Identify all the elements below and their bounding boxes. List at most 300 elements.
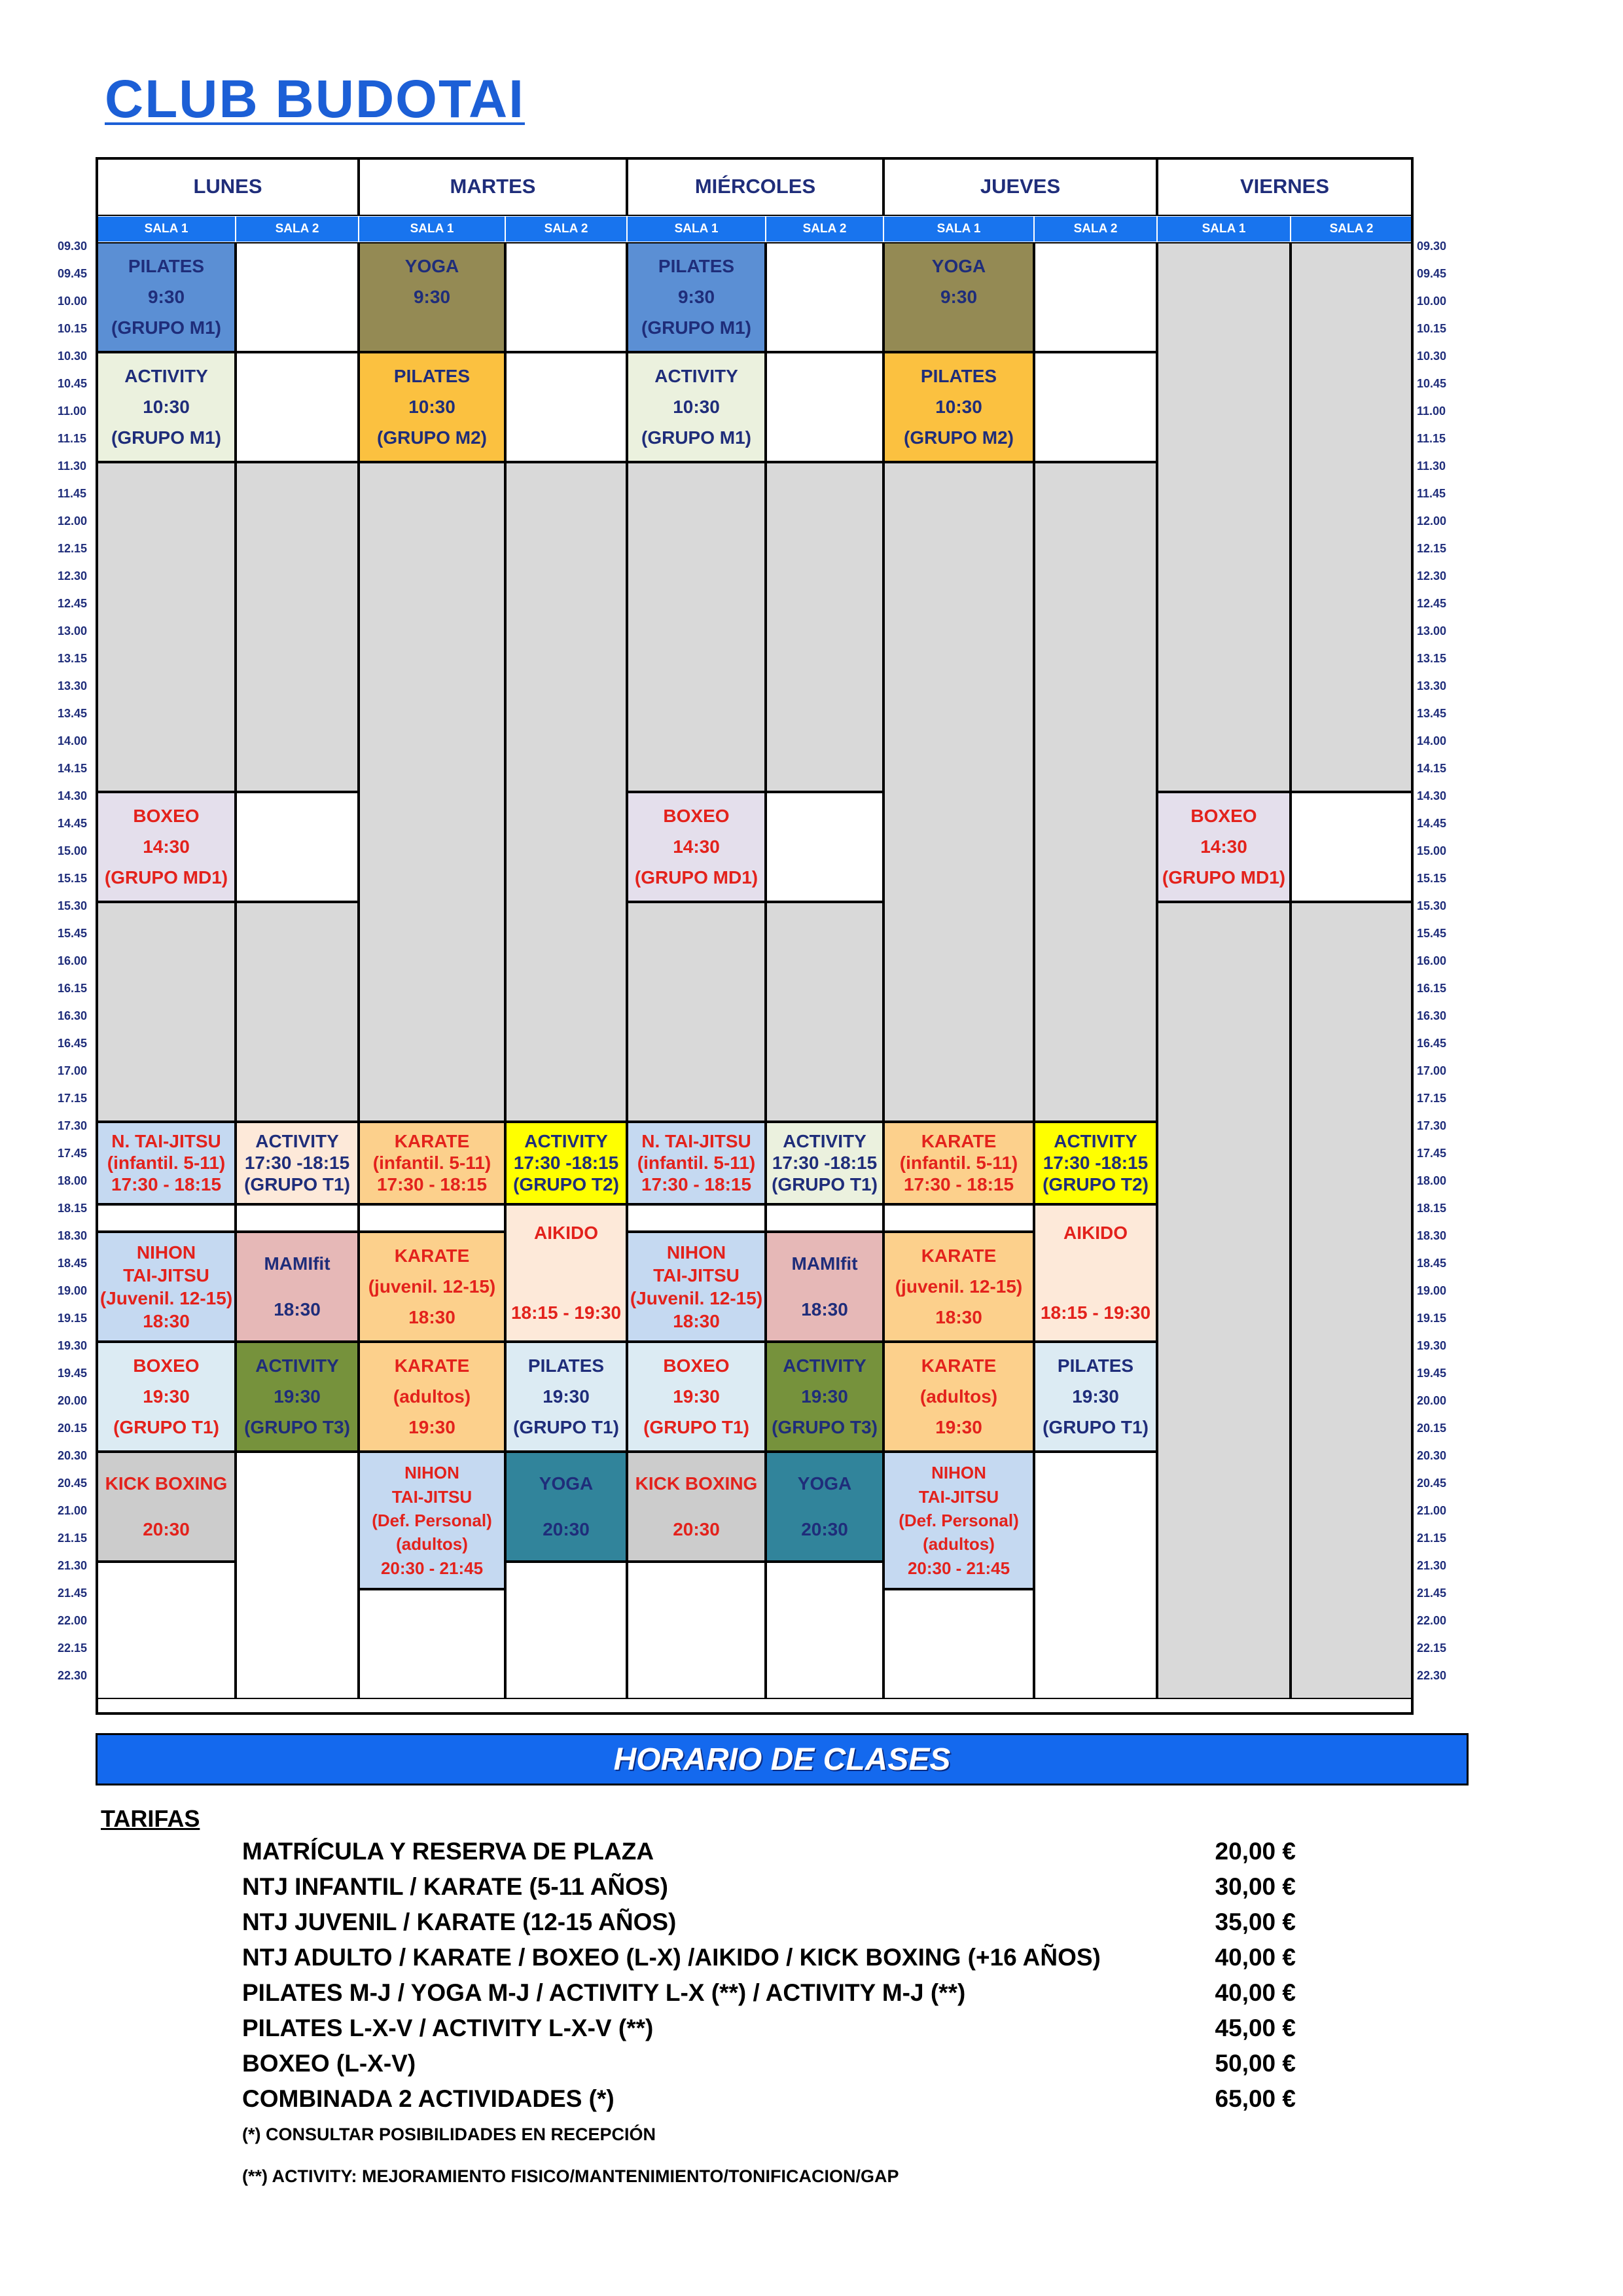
class-line: PILATES bbox=[128, 256, 205, 277]
class-line: (juvenil. 12-15) bbox=[368, 1276, 496, 1297]
class-line: PILATES bbox=[527, 1355, 605, 1376]
class-line: 17:30 - 18:15 bbox=[903, 1174, 1014, 1194]
price-label: NTJ INFANTIL / KARATE (5-11 AÑOS) bbox=[242, 1873, 668, 1900]
price-value: 50,00 € bbox=[1215, 2050, 1296, 2077]
time-label: 16.15 bbox=[1417, 982, 1447, 995]
time-label: 21.15 bbox=[58, 1532, 88, 1545]
class-line: PILATES bbox=[1057, 1355, 1134, 1376]
sala-header: SALA 2 bbox=[1034, 216, 1157, 242]
class-line: 10:30 bbox=[935, 396, 982, 417]
time-label: 11.30 bbox=[1417, 459, 1446, 473]
empty-slot bbox=[359, 1589, 505, 1699]
empty-slot bbox=[1034, 1452, 1157, 1699]
time-label: 14.15 bbox=[1417, 762, 1447, 775]
time-label: 16.00 bbox=[1417, 954, 1447, 967]
day-header: JUEVES bbox=[883, 157, 1157, 216]
time-label: 15.00 bbox=[58, 844, 88, 857]
price-label: NTJ JUVENIL / KARATE (12-15 AÑOS) bbox=[242, 1909, 677, 1935]
class-line: KARATE bbox=[394, 1131, 470, 1152]
class-line: KARATE bbox=[921, 1131, 997, 1152]
class-line: (GRUPO T1) bbox=[244, 1174, 350, 1194]
time-label: 12.15 bbox=[1417, 542, 1447, 555]
time-label: 17.15 bbox=[1417, 1092, 1447, 1105]
class-block bbox=[883, 242, 1034, 352]
time-label: 18.15 bbox=[1417, 1202, 1447, 1215]
time-label: 20.00 bbox=[58, 1394, 88, 1407]
price-value: 40,00 € bbox=[1215, 1944, 1296, 1971]
class-block bbox=[627, 792, 766, 902]
time-label: 11.30 bbox=[58, 459, 87, 473]
time-label: 19.00 bbox=[1417, 1284, 1447, 1297]
note-activity: (**) ACTIVITY: MEJORAMIENTO FISICO/MANTENIMIENTO/TONIFICACION/GAP bbox=[242, 2166, 899, 2186]
class-block bbox=[359, 242, 505, 352]
empty-slot bbox=[505, 242, 627, 352]
sala-header: SALA 1 bbox=[359, 216, 505, 242]
class-block bbox=[97, 1122, 236, 1204]
sala-header: SALA 1 bbox=[883, 216, 1034, 242]
time-label: 21.00 bbox=[1417, 1504, 1447, 1517]
class-line: PILATES bbox=[920, 366, 997, 387]
sala-header: SALA 2 bbox=[1291, 216, 1412, 242]
class-line: 17:30 - 18:15 bbox=[641, 1174, 752, 1194]
empty-slot bbox=[97, 1562, 236, 1699]
class-block bbox=[97, 1342, 236, 1452]
class-line: PILATES bbox=[393, 366, 471, 387]
class-line: ACTIVITY bbox=[255, 1131, 339, 1152]
class-line: 18:15 - 19:30 bbox=[1040, 1302, 1151, 1323]
class-line: (GRUPO MD1) bbox=[104, 867, 228, 888]
empty-slot bbox=[1291, 902, 1412, 1699]
empty-slot bbox=[1034, 352, 1157, 462]
class-block bbox=[505, 1342, 627, 1452]
class-line: BOXEO bbox=[663, 1355, 730, 1376]
class-block bbox=[627, 242, 766, 352]
price-row bbox=[242, 1979, 1296, 2015]
time-label: 13.15 bbox=[1417, 652, 1447, 665]
empty-slot bbox=[883, 462, 1034, 1122]
class-line: 10:30 bbox=[143, 396, 190, 417]
empty-slot bbox=[505, 1562, 627, 1699]
class-line: (GRUPO T1) bbox=[643, 1416, 749, 1437]
time-label: 16.15 bbox=[58, 982, 88, 995]
class-block bbox=[627, 1452, 766, 1562]
class-line: (GRUPO T1) bbox=[513, 1416, 619, 1437]
class-block bbox=[883, 1232, 1034, 1342]
class-line: 20:30 bbox=[673, 1519, 720, 1539]
empty-slot bbox=[236, 1204, 359, 1232]
time-label: 09.45 bbox=[58, 267, 88, 280]
day-header: MARTES bbox=[359, 157, 627, 216]
time-label: 09.45 bbox=[1417, 267, 1447, 280]
empty-slot bbox=[883, 1589, 1034, 1699]
class-line: (infantil. 5-11) bbox=[372, 1152, 491, 1173]
empty-slot bbox=[766, 352, 883, 462]
time-label: 10.00 bbox=[1417, 295, 1447, 308]
class-line: (Def. Personal) bbox=[899, 1510, 1019, 1530]
class-block bbox=[359, 352, 505, 462]
time-label: 15.45 bbox=[1417, 927, 1447, 940]
time-label: 14.30 bbox=[1417, 789, 1447, 802]
class-line: 14:30 bbox=[1200, 836, 1247, 857]
price-row bbox=[242, 2015, 1296, 2050]
note-consultar: (*) CONSULTAR POSIBILIDADES EN RECEPCIÓN bbox=[242, 2125, 656, 2144]
class-block bbox=[883, 1342, 1034, 1452]
time-label: 12.30 bbox=[58, 569, 88, 583]
day-header: VIERNES bbox=[1157, 157, 1412, 216]
time-label: 18.30 bbox=[1417, 1229, 1447, 1242]
class-line: KARATE bbox=[921, 1246, 997, 1266]
class-line: NIHON bbox=[404, 1463, 459, 1483]
time-label: 15.30 bbox=[58, 899, 88, 912]
time-label: 17.30 bbox=[1417, 1119, 1447, 1132]
class-line: (adultos) bbox=[919, 1386, 998, 1407]
class-line: KARATE bbox=[921, 1355, 997, 1376]
time-label: 12.00 bbox=[1417, 514, 1447, 528]
class-block bbox=[359, 1342, 505, 1452]
time-label: 12.45 bbox=[58, 597, 88, 610]
class-block bbox=[97, 1232, 236, 1342]
time-label: 18.00 bbox=[1417, 1174, 1447, 1187]
time-label: 14.45 bbox=[1417, 817, 1447, 830]
sala-header: SALA 1 bbox=[627, 216, 766, 242]
class-line: AIKIDO bbox=[1063, 1223, 1128, 1244]
time-label: 20.00 bbox=[1417, 1394, 1447, 1407]
class-block bbox=[766, 1342, 883, 1452]
class-line: (infantil. 5-11) bbox=[637, 1152, 756, 1173]
empty-slot bbox=[1157, 902, 1291, 1699]
time-label: 14.15 bbox=[58, 762, 88, 775]
time-label: 10.15 bbox=[58, 322, 88, 335]
class-block bbox=[505, 1204, 627, 1342]
class-line: MAMIfit bbox=[791, 1253, 858, 1274]
empty-slot bbox=[359, 462, 505, 1122]
sala-header: SALA 2 bbox=[236, 216, 359, 242]
class-line: (GRUPO T1) bbox=[1043, 1416, 1149, 1437]
time-label: 19.30 bbox=[1417, 1339, 1447, 1352]
time-label: 22.00 bbox=[1417, 1614, 1447, 1627]
class-line: (GRUPO MD1) bbox=[1162, 867, 1286, 888]
time-label: 17.00 bbox=[58, 1064, 88, 1077]
class-line: (GRUPO T3) bbox=[244, 1416, 350, 1437]
time-label: 20.15 bbox=[58, 1422, 88, 1435]
time-label: 17.00 bbox=[1417, 1064, 1447, 1077]
class-block bbox=[97, 1452, 236, 1562]
time-label: 18.00 bbox=[58, 1174, 88, 1187]
time-label: 18.45 bbox=[58, 1257, 88, 1270]
empty-slot bbox=[236, 352, 359, 462]
class-line: 18:30 bbox=[801, 1299, 848, 1319]
time-label: 20.30 bbox=[58, 1449, 88, 1462]
class-line: 17:30 - 18:15 bbox=[376, 1174, 488, 1194]
time-label: 19.15 bbox=[58, 1312, 88, 1325]
time-label: 11.45 bbox=[58, 487, 87, 500]
class-block bbox=[627, 1342, 766, 1452]
time-label: 10.15 bbox=[1417, 322, 1447, 335]
class-block bbox=[236, 1122, 359, 1204]
price-value: 45,00 € bbox=[1215, 2015, 1296, 2041]
class-block bbox=[505, 1452, 627, 1562]
time-label: 16.00 bbox=[58, 954, 88, 967]
class-line: 20:30 - 21:45 bbox=[907, 1558, 1010, 1578]
time-label: 13.00 bbox=[58, 624, 88, 637]
class-line: BOXEO bbox=[133, 806, 200, 827]
class-line: ACTIVITY bbox=[1054, 1131, 1137, 1152]
class-line: 17:30 -18:15 bbox=[513, 1152, 619, 1173]
price-value: 30,00 € bbox=[1215, 1873, 1296, 1900]
class-line: 17:30 -18:15 bbox=[772, 1152, 878, 1173]
class-block bbox=[359, 1122, 505, 1204]
time-label: 12.45 bbox=[1417, 597, 1447, 610]
class-line: 9:30 bbox=[413, 286, 451, 307]
empty-slot bbox=[1034, 462, 1157, 1122]
time-label: 17.45 bbox=[58, 1147, 88, 1160]
class-block bbox=[505, 1122, 627, 1204]
class-line: 19:30 bbox=[408, 1416, 455, 1437]
empty-slot bbox=[766, 462, 883, 792]
time-label: 13.45 bbox=[1417, 707, 1447, 720]
time-label: 22.30 bbox=[58, 1669, 88, 1682]
class-line: TAI-JITSU bbox=[123, 1265, 209, 1285]
time-label: 21.15 bbox=[1417, 1532, 1447, 1545]
time-label: 15.15 bbox=[1417, 872, 1447, 885]
class-line: (GRUPO M1) bbox=[641, 317, 751, 338]
class-block bbox=[883, 1122, 1034, 1204]
class-line bbox=[563, 1263, 569, 1283]
empty-slot bbox=[1034, 242, 1157, 352]
class-line bbox=[429, 317, 435, 338]
class-line: 20:30 - 21:45 bbox=[380, 1558, 484, 1578]
time-label: 21.30 bbox=[58, 1559, 88, 1572]
class-line: (Juvenil. 12-15) bbox=[99, 1287, 233, 1308]
time-label: 20.45 bbox=[1417, 1477, 1447, 1490]
class-line: 17:30 -18:15 bbox=[1043, 1152, 1149, 1173]
empty-slot bbox=[505, 352, 627, 462]
class-line: TAI-JITSU bbox=[653, 1265, 740, 1285]
class-line: BOXEO bbox=[133, 1355, 200, 1376]
class-line: 9:30 bbox=[940, 286, 978, 307]
time-label: 11.00 bbox=[58, 404, 87, 418]
empty-slot bbox=[766, 1204, 883, 1232]
schedule-banner: HORARIO DE CLASES bbox=[96, 1733, 1469, 1785]
price-row bbox=[242, 2050, 1296, 2085]
time-label: 19.45 bbox=[58, 1367, 88, 1380]
class-line: YOGA bbox=[797, 1473, 852, 1494]
time-label: 17.30 bbox=[58, 1119, 88, 1132]
empty-slot bbox=[1291, 242, 1412, 792]
price-label: BOXEO (L-X-V) bbox=[242, 2050, 416, 2077]
class-line: ACTIVITY bbox=[783, 1355, 866, 1376]
time-label: 09.30 bbox=[58, 240, 88, 253]
class-line: 18:30 bbox=[408, 1306, 455, 1327]
time-label: 16.30 bbox=[58, 1009, 88, 1022]
price-label: COMBINADA 2 ACTIVIDADES (*) bbox=[242, 2085, 615, 2112]
class-line: 19:30 bbox=[801, 1386, 848, 1407]
class-line: ACTIVITY bbox=[654, 366, 738, 387]
class-block bbox=[359, 1232, 505, 1342]
time-label: 22.15 bbox=[1417, 1641, 1447, 1655]
empty-slot bbox=[236, 1452, 359, 1699]
empty-slot bbox=[627, 902, 766, 1122]
time-label: 09.30 bbox=[1417, 240, 1447, 253]
class-block bbox=[1034, 1342, 1157, 1452]
class-block bbox=[627, 1232, 766, 1342]
class-block bbox=[97, 352, 236, 462]
class-line: (infantil. 5-11) bbox=[107, 1152, 226, 1173]
time-label: 19.15 bbox=[1417, 1312, 1447, 1325]
class-line: ACTIVITY bbox=[124, 366, 208, 387]
time-label: 12.30 bbox=[1417, 569, 1447, 583]
class-line: 18:30 bbox=[673, 1310, 720, 1331]
class-line: NIHON bbox=[136, 1242, 196, 1263]
time-label: 19.30 bbox=[58, 1339, 88, 1352]
time-label: 20.30 bbox=[1417, 1449, 1447, 1462]
class-line: KICK BOXING bbox=[635, 1473, 758, 1494]
empty-slot bbox=[766, 1562, 883, 1699]
class-line: 10:30 bbox=[673, 396, 720, 417]
class-line: (juvenil. 12-15) bbox=[895, 1276, 1023, 1297]
time-label: 15.45 bbox=[58, 927, 88, 940]
time-label: 16.45 bbox=[1417, 1037, 1447, 1050]
empty-slot bbox=[236, 242, 359, 352]
class-line: YOGA bbox=[404, 256, 459, 277]
class-line: (GRUPO T1) bbox=[113, 1416, 219, 1437]
class-line: KICK BOXING bbox=[105, 1473, 228, 1494]
class-line: (GRUPO T3) bbox=[772, 1416, 878, 1437]
class-line: 9:30 bbox=[147, 286, 185, 307]
class-line: ACTIVITY bbox=[255, 1355, 339, 1376]
empty-slot bbox=[627, 1562, 766, 1699]
empty-slot bbox=[97, 902, 236, 1122]
time-label: 10.45 bbox=[58, 377, 88, 390]
time-label: 20.15 bbox=[1417, 1422, 1447, 1435]
class-block bbox=[97, 242, 236, 352]
time-label: 14.30 bbox=[58, 789, 88, 802]
class-line: 18:15 - 19:30 bbox=[510, 1302, 622, 1323]
class-line: BOXEO bbox=[663, 806, 730, 827]
time-label: 22.15 bbox=[58, 1641, 88, 1655]
class-line: (Def. Personal) bbox=[372, 1510, 492, 1530]
time-label: 12.00 bbox=[58, 514, 88, 528]
class-block bbox=[236, 1342, 359, 1452]
class-block bbox=[766, 1452, 883, 1562]
empty-slot bbox=[97, 462, 236, 792]
price-label: NTJ ADULTO / KARATE / BOXEO (L-X) /AIKIDO / KICK BOXING (+16 AÑOS) bbox=[242, 1944, 1101, 1971]
time-label: 16.45 bbox=[58, 1037, 88, 1050]
empty-slot bbox=[97, 1204, 236, 1232]
sala-header: SALA 1 bbox=[1157, 216, 1291, 242]
class-line: (GRUPO M1) bbox=[641, 427, 751, 448]
time-label: 15.30 bbox=[1417, 899, 1447, 912]
time-label: 13.15 bbox=[58, 652, 88, 665]
class-line: 19:30 bbox=[1072, 1386, 1119, 1407]
time-label: 14.00 bbox=[58, 734, 88, 747]
price-value: 40,00 € bbox=[1215, 1979, 1296, 2006]
empty-slot bbox=[883, 1204, 1034, 1232]
empty-slot bbox=[766, 792, 883, 902]
class-line: (GRUPO M1) bbox=[111, 427, 221, 448]
class-block bbox=[236, 1232, 359, 1342]
class-line: 18:30 bbox=[143, 1310, 190, 1331]
time-label: 13.30 bbox=[1417, 679, 1447, 692]
class-block bbox=[1034, 1204, 1157, 1342]
class-line: (GRUPO M2) bbox=[904, 427, 1014, 448]
class-line: 18:30 bbox=[935, 1306, 982, 1327]
class-line: 14:30 bbox=[143, 836, 190, 857]
class-line: 9:30 bbox=[677, 286, 715, 307]
class-line: 20:30 bbox=[143, 1519, 190, 1539]
price-label: PILATES L-X-V / ACTIVITY L-X-V (**) bbox=[242, 2015, 654, 2041]
class-line: 19:30 bbox=[673, 1386, 720, 1407]
class-line: 14:30 bbox=[673, 836, 720, 857]
class-line: BOXEO bbox=[1190, 806, 1257, 827]
class-line: PILATES bbox=[658, 256, 735, 277]
class-block bbox=[97, 792, 236, 902]
class-block bbox=[766, 1232, 883, 1342]
time-label: 11.00 bbox=[1417, 404, 1446, 418]
time-label: 21.00 bbox=[58, 1504, 88, 1517]
class-line: ACTIVITY bbox=[524, 1131, 608, 1152]
class-line: 19:30 bbox=[543, 1386, 590, 1407]
price-row bbox=[242, 1909, 1296, 1944]
time-label: 16.30 bbox=[1417, 1009, 1447, 1022]
class-line: 20:30 bbox=[543, 1519, 590, 1539]
price-value: 20,00 € bbox=[1215, 1838, 1296, 1865]
class-line: TAI-JITSU bbox=[918, 1486, 999, 1507]
empty-slot bbox=[627, 1204, 766, 1232]
time-label: 18.45 bbox=[1417, 1257, 1447, 1270]
class-line: 19:30 bbox=[935, 1416, 982, 1437]
time-label: 10.30 bbox=[1417, 350, 1447, 363]
time-label: 15.00 bbox=[1417, 844, 1447, 857]
empty-slot bbox=[766, 242, 883, 352]
time-label: 19.45 bbox=[1417, 1367, 1447, 1380]
sala-header: SALA 2 bbox=[766, 216, 883, 242]
class-block bbox=[627, 352, 766, 462]
sala-header: SALA 2 bbox=[505, 216, 627, 242]
time-label: 11.45 bbox=[1417, 487, 1446, 500]
class-line: N. TAI-JITSU bbox=[111, 1131, 221, 1152]
empty-slot bbox=[505, 462, 627, 1122]
class-line: NIHON bbox=[931, 1463, 986, 1483]
price-value: 35,00 € bbox=[1215, 1909, 1296, 1935]
class-line: 17:30 -18:15 bbox=[244, 1152, 350, 1173]
class-line: 20:30 bbox=[801, 1519, 848, 1539]
class-line: ACTIVITY bbox=[783, 1131, 866, 1152]
empty-slot bbox=[1157, 242, 1291, 792]
class-line: (GRUPO M2) bbox=[377, 427, 487, 448]
day-header: LUNES bbox=[97, 157, 359, 216]
price-row bbox=[242, 1838, 1296, 1873]
time-label: 13.45 bbox=[58, 707, 88, 720]
class-line: (GRUPO T1) bbox=[772, 1174, 878, 1194]
time-label: 22.00 bbox=[58, 1614, 88, 1627]
class-line: KARATE bbox=[394, 1246, 470, 1266]
class-block bbox=[1157, 792, 1291, 902]
class-line bbox=[1093, 1263, 1098, 1283]
empty-slot bbox=[236, 462, 359, 792]
class-line: NIHON bbox=[666, 1242, 726, 1263]
class-line: (adultos) bbox=[396, 1534, 468, 1554]
class-line: MAMIfit bbox=[264, 1253, 330, 1274]
tarifas-title: TARIFAS bbox=[101, 1805, 200, 1832]
price-row bbox=[242, 1873, 1296, 1909]
time-label: 20.45 bbox=[58, 1477, 88, 1490]
class-line: YOGA bbox=[931, 256, 986, 277]
price-row bbox=[242, 2085, 1296, 2121]
time-label: 14.00 bbox=[1417, 734, 1447, 747]
time-label: 18.15 bbox=[58, 1202, 88, 1215]
class-line: 10:30 bbox=[408, 396, 455, 417]
